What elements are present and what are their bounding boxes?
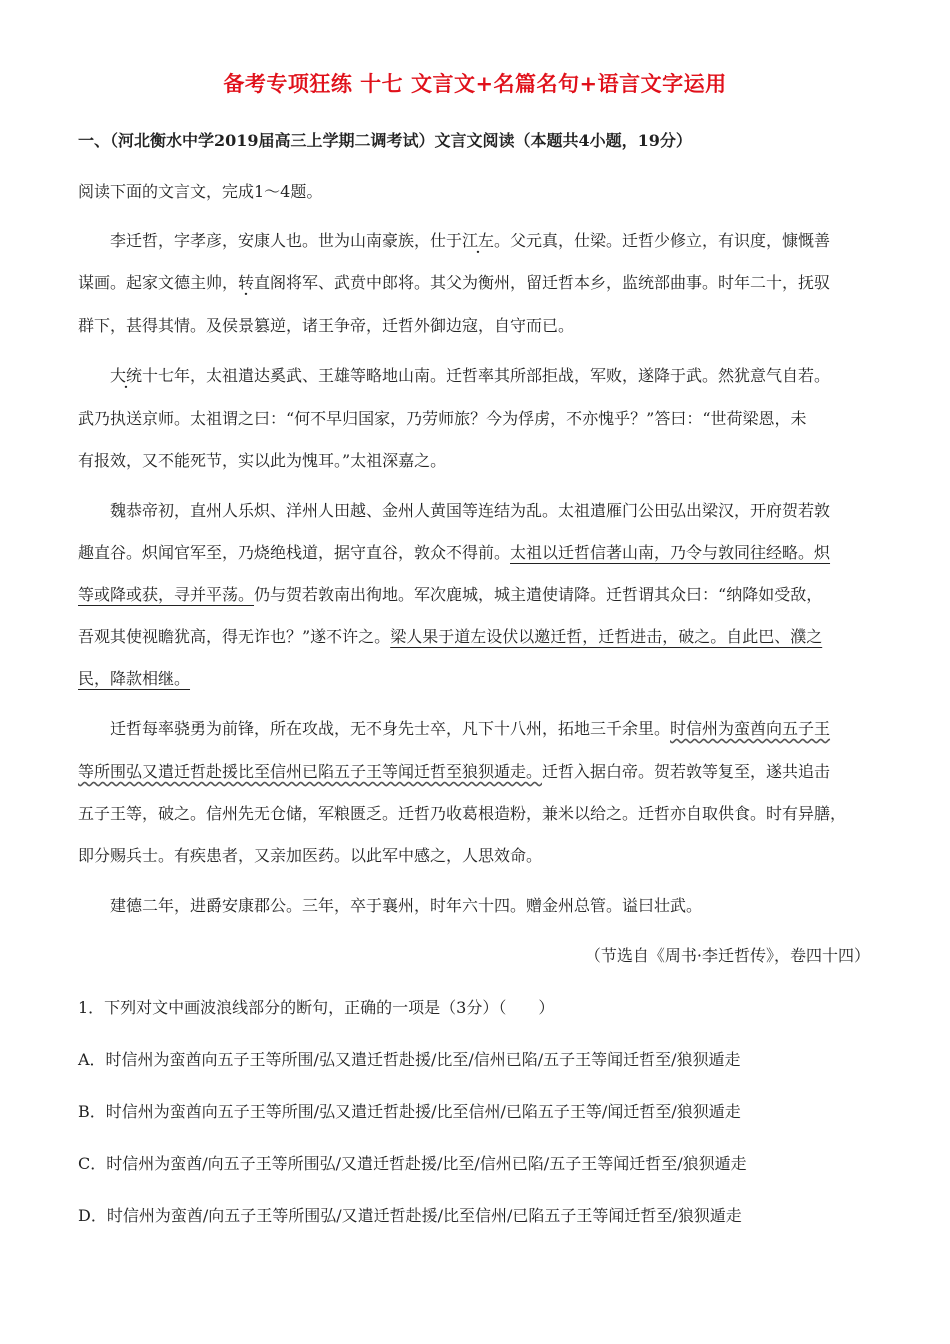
underlined-sentence: 民，降款相继。 xyxy=(78,669,191,688)
passage-p1-line1: 李迁哲，字孝彦，安康人也。世为山南豪族，仕于江左。父元真，仕梁。迁哲少修立，有识度，慷慨善 xyxy=(110,231,831,250)
dotted-term: 大统 xyxy=(110,366,143,385)
passage-p2-line2: 武乃执送京师。太祖谓之曰：“何不早归国家，乃劳师旅？今为俘虏，不亦愧乎？”答曰：“世荷梁恩，未 xyxy=(78,409,807,428)
question-option-d: D．时信州为蛮酋/向五子王等所围弘/又遣迁哲赴援/比至信州/已陷五子王等闻迁哲至/狼狈遁走 xyxy=(78,1206,742,1225)
passage-p4-line2: 等所围弘又遣迁哲赴援比至信州已陷五子王等闻迁哲至狼狈遁走。迁哲入据白帝。贺若敦等复至，遂共追击 xyxy=(78,762,831,781)
page-title: 备考专项狂练 十七 文言文+名篇名句+语言文字运用 xyxy=(223,71,727,96)
passage-p4-line3: 五子王等，破之。信州先无仓储，军粮匮乏。迁哲乃收葛根造粉，兼米以给之。迁哲亦自取供食。时有异膳， xyxy=(78,804,847,823)
passage-p2-line3: 有报效，又不能死节，实以此为愧耳。”太祖深嘉之。 xyxy=(78,451,447,470)
passage-p4-line4: 即分赐兵士。有疾患者，又亲加医药。以此军中感之，人思效命。 xyxy=(78,846,543,865)
passage-p3-line5 xyxy=(78,669,878,689)
passage-p5-line1: 建德二年，进爵安康郡公。三年，卒于襄州，时年六十四。赠金州总管。谥曰壮武。 xyxy=(110,896,703,915)
underlined-sentence: 梁人果于道左设伏以邀迁哲，迁哲进击，破之。自此巴、濮之 xyxy=(390,627,823,646)
underlined-sentence: 等或降或获，寻并平荡。 xyxy=(78,585,255,604)
passage-p3-line1: 魏恭帝初，直州人乐炽、洋州人田越、金州人黄国等连结为乱。太祖遣雁门公田弘出梁汉，开府贺若敦 xyxy=(110,501,831,520)
dotted-term: 江左 xyxy=(462,231,495,250)
wavy-underlined-sentence: 时信州为蛮酋向五子王 xyxy=(670,719,831,738)
section-heading: 一、（河北衡水中学2019届高三上学期二调考试）文言文阅读（本题共4小题，19分） xyxy=(78,131,692,150)
question-stem: 1．下列对文中画波浪线部分的断句，正确的一项是（3分）（ ） xyxy=(78,998,555,1017)
underlined-sentence: 太祖以迁哲信著山南，乃令与敦同往经略。炽 xyxy=(510,543,831,562)
passage-source: （节选自《周书·李迁哲传》，卷四十四） xyxy=(584,946,870,965)
dotted-term: 转 xyxy=(238,273,255,292)
section-instruction: 阅读下面的文言文，完成1～4题。 xyxy=(78,182,323,201)
passage-p3-line2: 趣直谷。炽闻官军至，乃烧绝栈道，据守直谷，敦众不得前。太祖以迁哲信著山南，乃令与敦同往经略。炽 xyxy=(78,543,831,562)
question-option-b: B．时信州为蛮酋向五子王等所围/弘又遣迁哲赴援/比至信州/已陷五子王等/闻迁哲至/狼狈遁走 xyxy=(78,1102,741,1121)
question-option-c: C．时信州为蛮酋/向五子王等所围弘/又遣迁哲赴援/比至/信州已陷/五子王等闻迁哲至/狼狈遁走 xyxy=(78,1154,747,1173)
passage-p1-line2: 谋画。起家文德主帅，转直阁将军、武贲中郎将。其父为衡州，留迁哲本乡，监统部曲事。时年二十，抚驭 xyxy=(78,273,831,292)
wavy-underlined-sentence: 等所围弘又遣迁哲赴援比至信州已陷五子王等闻迁哲至狼狈遁走。 xyxy=(78,762,543,781)
question-option-a: A．时信州为蛮酋向五子王等所围/弘又遣迁哲赴援/比至/信州已陷/五子王等闻迁哲至/狼狈遁走 xyxy=(78,1050,741,1069)
passage-p1-line3: 群下，甚得其情。及侯景篡逆，诸王争帝，迁哲外御边寇，自守而已。 xyxy=(78,316,575,335)
passage-p3-line3: 等或降或获，寻并平荡。仍与贺若敦南出徇地。军次鹿城，城主遣使请降。迁哲谓其众曰：“纳降如受敌， xyxy=(78,585,823,604)
passage-p3-line4: 吾观其使视瞻犹高，得无诈也？”遂不许之。梁人果于道左设伏以邀迁哲，迁哲进击，破之。自此巴、濮之 xyxy=(78,627,823,646)
passage-p2-line1: 大统十七年，太祖遣达奚武、王雄等略地山南。迁哲率其所部拒战，军败，遂降于武。然犹意气自若。 xyxy=(110,366,831,385)
passage-p4-line1: 迁哲每率骁勇为前锋，所在攻战，无不身先士卒，凡下十八州，拓地三千余里。时信州为蛮酋向五子王 xyxy=(110,719,831,738)
